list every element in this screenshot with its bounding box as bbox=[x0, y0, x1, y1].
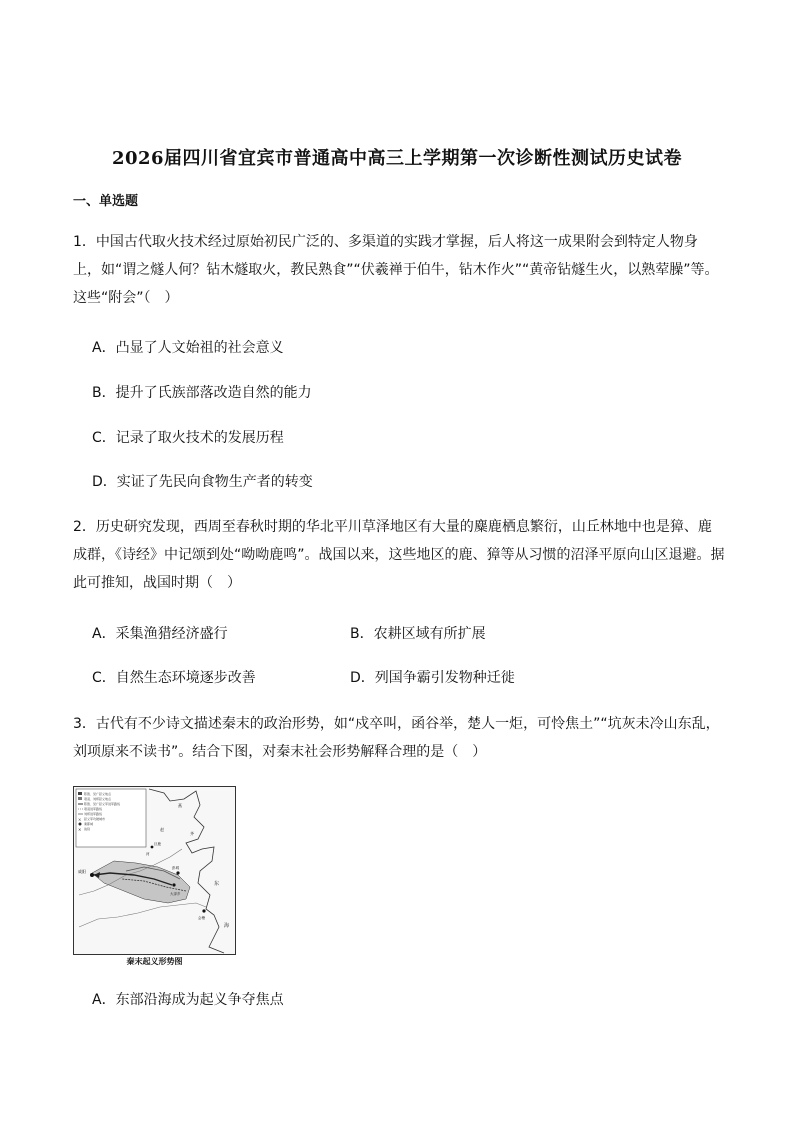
map-label-daze: 大泽乡 bbox=[170, 892, 181, 896]
question-3-stem: 3．古代有不少诗文描述秦末的政治形势，如“戍卒叫，函谷举，楚人一炬，可怜焦土”“坑灰未冷山东乱，刘项原来不读书”。结合下图，对秦末社会形势解释合理的是（ ） bbox=[73, 716, 720, 760]
map-label-zhao: 赵 bbox=[160, 827, 164, 832]
question-1-option-a[interactable]: A．凸显了人文始祖的社会意义 bbox=[92, 340, 284, 356]
map-label-qi: 齐 bbox=[190, 831, 194, 836]
legend-swatch bbox=[78, 792, 82, 795]
section-heading: 一、单选题 bbox=[73, 194, 139, 209]
map-drawing bbox=[74, 787, 235, 954]
question-2-option-a[interactable]: A．采集渔猎经济盛行 bbox=[92, 626, 228, 642]
legend-item-1: 陈胜、吴广起义地点 bbox=[84, 792, 112, 796]
map-city-xianyang bbox=[90, 873, 94, 877]
map-city-daze bbox=[172, 883, 175, 886]
question-1-option-d[interactable]: D．实证了先民向食物生产者的转变 bbox=[92, 474, 313, 490]
legend-item-6: 起义军攻破城市 bbox=[84, 817, 106, 821]
legend-item-6-symbol: × bbox=[78, 817, 82, 822]
legend-item-3: 陈胜、吴广起义军进军路线 bbox=[84, 802, 121, 806]
legend-item-7: 秦都城 bbox=[84, 822, 94, 826]
question-1-option-b[interactable]: B．提升了氏族部落改造自然的能力 bbox=[92, 385, 312, 401]
map-city-kuaiji bbox=[202, 909, 205, 912]
question-1-stem: 1．中国古代取火技术经过原始初民广泛的、多渠道的实践才掌握，后人将这一成果附会到特定人物身上，如“谓之燧人何？钻木燧取火，教民熟食”“伏羲禅于伯牛，钻木作火”“黄帝钻燧生火，以熟荤臊”等。这些“附会”（ ） bbox=[73, 234, 719, 306]
qin-uprising-map bbox=[73, 786, 236, 955]
map-label-kuaiji: 会稽 bbox=[198, 916, 205, 920]
map-label-yan: 燕 bbox=[178, 803, 182, 808]
map-label-pengcheng: 彭城 bbox=[172, 866, 179, 870]
map-label-dong: 东 bbox=[214, 881, 220, 887]
question-2-option-c[interactable]: C．自然生态环境逐步改善 bbox=[92, 670, 256, 686]
map-label-xianyang: 咸阳 bbox=[78, 869, 86, 874]
question-2-option-b[interactable]: B．农耕区域有所扩展 bbox=[350, 626, 486, 642]
legend-swatch bbox=[78, 797, 82, 800]
map-label-he: 河 bbox=[146, 852, 150, 856]
legend-item-5: 刘邦进军路线 bbox=[84, 812, 103, 816]
question-2-stem: 2．历史研究发现，西周至春秋时期的华北平川草泽地区有大量的麋鹿栖息繁衍，山丘林地中也是獐、鹿成群，《诗经》中记颂到处“呦呦鹿鸣”。战国以来，这些地区的鹿、獐等从习惯的沼泽平原向山区退避。据此可推知，战国时期（ ） bbox=[73, 519, 725, 591]
legend-item-8: 战役 bbox=[84, 827, 91, 831]
legend-swatch bbox=[79, 823, 82, 826]
map-city-pengcheng bbox=[176, 871, 179, 874]
legend-item-2: 项羽、刘邦起义地点 bbox=[84, 797, 112, 801]
map-city-julu bbox=[151, 846, 154, 849]
question-3-option-a[interactable]: A．东部沿海成为起义争夺焦点 bbox=[92, 992, 284, 1008]
legend-item-4: 项羽进军路线 bbox=[84, 807, 103, 811]
page-title: 2026届四川省宜宾市普通高中高三上学期第一次诊断性测试历史试卷 bbox=[111, 148, 683, 169]
map-river-yangtze bbox=[79, 903, 206, 927]
question-2-option-d[interactable]: D．列国争霸引发物种迁徙 bbox=[350, 670, 515, 686]
map-label-hai: 海 bbox=[224, 923, 230, 929]
legend-item-8-symbol: ✕ bbox=[78, 827, 82, 832]
map-label-julu: 巨鹿 bbox=[154, 842, 161, 846]
question-1-option-c[interactable]: C．记录了取火技术的发展历程 bbox=[92, 430, 284, 446]
map-caption: 秦末起义形势图 bbox=[126, 957, 183, 966]
